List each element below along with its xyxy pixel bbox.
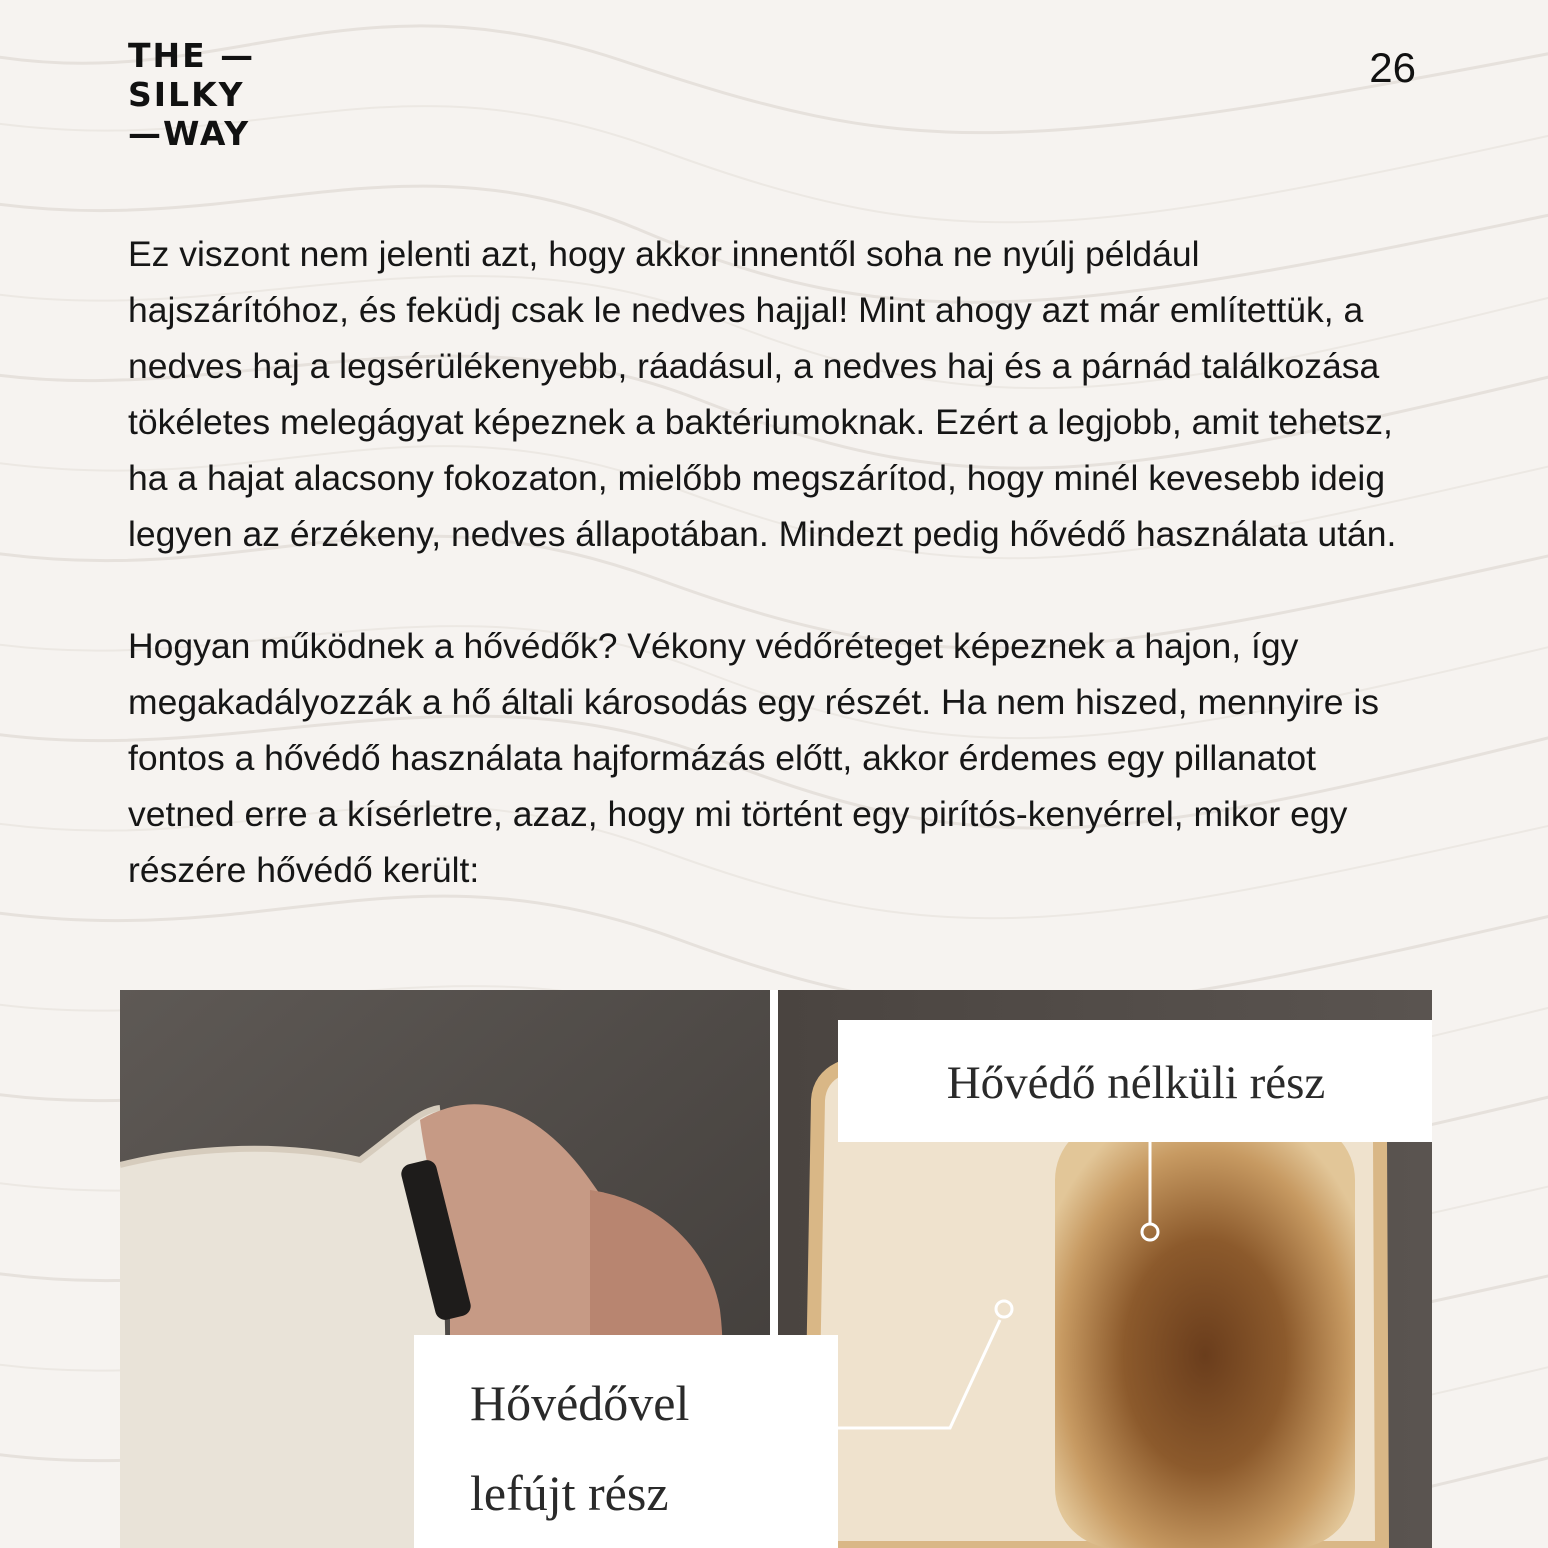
article-body <box>128 226 1428 898</box>
label-with-protectant-line-2: lefújt rész <box>470 1465 669 1521</box>
label-with-protectant-line-1: Hővédővel <box>470 1375 690 1431</box>
logo-line-2: SILKY <box>128 75 245 114</box>
page-number: 26 <box>1369 44 1416 91</box>
brand-logo <box>128 36 255 153</box>
paragraph-2: Hogyan működnek a hővédők? Vékony védőréteget képeznek a hajon, így megakadályozzák a hő általi károsodás egy részét. Ha nem hiszed, mennyire is fontos a hővédő használata hajformázás előtt, akkor érdemes egy pillanatot vetned erre a kísérletre, azaz, hogy mi történt egy pirítós-kenyérrel, mikor egy részére hővédő került: <box>128 626 1380 890</box>
left-bread-slice <box>120 1108 450 1548</box>
logo-line-3: —WAY <box>128 114 251 153</box>
toasted-area <box>1055 1120 1355 1548</box>
paragraph-1: Ez viszont nem jelenti azt, hogy akkor innentől soha ne nyúlj például hajszárítóhoz, és feküdj csak le nedves hajjal! Mint ahogy azt már említettük, a nedves haj a legsérülékenyebb, ráadásul, a nedves haj és a párnád találkozása tökéletes melegágyat képeznek a baktériumoknak. Ezért a legjobb, amit tehetsz, ha a hajat alacsony fokozaton, mielőbb megszárítod, hogy minél kevesebb ideig legyen az érzékeny, nedves állapotában. Mindezt pedig hővédő használata után. <box>128 234 1397 554</box>
label-without-protectant: Hővédő nélküli rész <box>946 1057 1326 1109</box>
heat-protectant-toast-photo <box>120 990 1432 1548</box>
logo-line-1: THE — <box>128 36 256 75</box>
